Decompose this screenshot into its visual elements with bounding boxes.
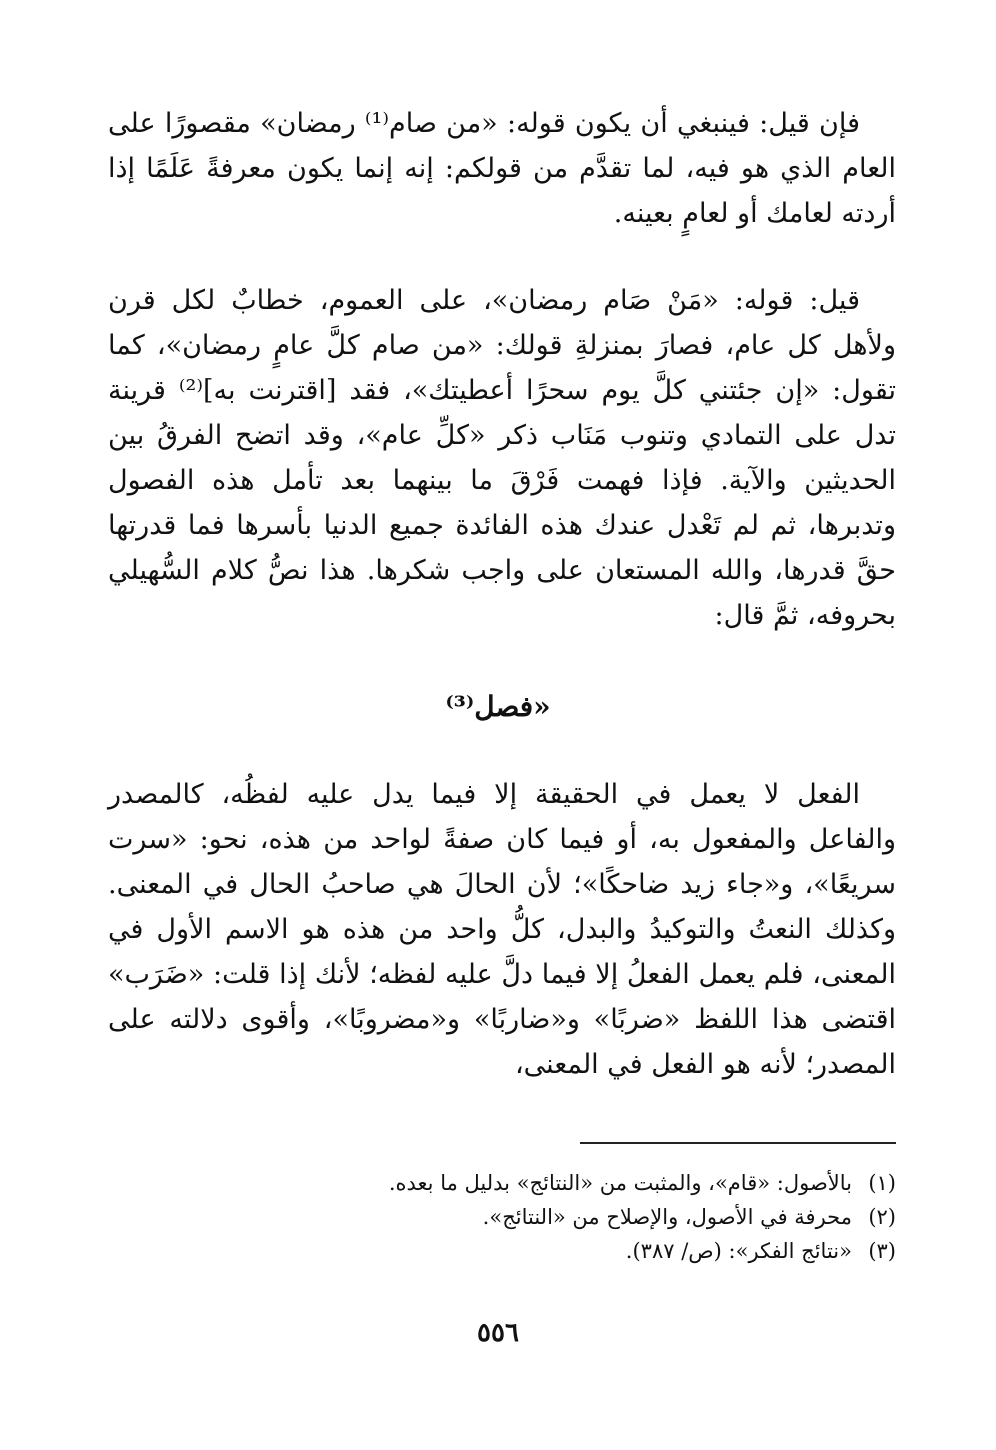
footnote-text: بالأصول: «قام»، والمثبت من «النتائج» بدليل ما بعده. [388,1171,852,1195]
footnotes [200,1166,896,1268]
section-heading: «فصل⁽³⁾ [445,690,551,723]
footnote-1 [200,1166,896,1200]
page-number: ٥٥٦ [477,1318,519,1348]
footnote-text: محرفة في الأصول، والإصلاح من «النتائج». [482,1205,852,1229]
paragraph-text: فإن قيل: فينبغي أن يكون قوله: «من صام⁽¹⁾ رمضان» مقصورًا على العام الذي هو فيه، لما تقدَّم من قولكم: إنه إنما يكون معرفةً عَلَمًا إذا أردته لعامك أو لعامٍ بعينه. [108,108,896,229]
footnote-number: (٣) [868,1239,896,1263]
footnote-3 [200,1234,896,1268]
footnote-number: (٢) [868,1205,896,1229]
paragraph-3 [108,772,896,1087]
footnote-number: (١) [868,1171,896,1195]
footnote-separator [580,1142,896,1144]
paragraph-text: قيل: قوله: «مَنْ صَام رمضان»، على العموم، خطابٌ لكل قرن ولأهل كل عام، فصارَ بمنزلةِ قولك: «من صام كلَّ عامٍ رمضان»، كما تقول: «إن جئتني كلَّ يوم سحرًا أعطيتك»، فقد [اقترنت به]⁽²⁾ قرينة تدل على التمادي وتنوب مَنَاب ذكر «كلِّ عام»، وقد اتضح الفرقُ بين الحديثين والآية. فإذا فهمت فَرْقَ ما بينهما بعد تأمل هذه الفصول وتدبرها، ثم لم تَعْدل عندك هذه الفائدة جميع الدنيا بأسرها فما قدرتها حقَّ قدرها، والله المستعان على واجب شكرها. هذا نصُّ كلام السُّهيلي بحروفه، ثمَّ قال: [108,285,896,631]
paragraph-1 [108,101,896,236]
footnote-2 [200,1200,896,1234]
paragraph-2 [108,278,896,638]
paragraph-text: الفعل لا يعمل في الحقيقة إلا فيما يدل عليه لفظُه، كالمصدر والفاعل والمفعول به، أو فيما كان صفةً لواحد من هذه، نحو: «سرت سريعًا»، و«جاء زيد ضاحكًا»؛ لأن الحالَ هي صاحبُ الحال في المعنى. وكذلك النعتُ والتوكيدُ والبدل، كلُّ واحد من هذه هو الاسم الأول في المعنى، فلم يعمل الفعلُ إلا فيما دلَّ عليه لفظه؛ لأنك إذا قلت: «ضَرَب» اقتضى هذا اللفظ «ضربًا» و«ضاربًا» و«مضروبًا»، وأقوى دلالته على المصدر؛ لأنه هو الفعل في المعنى، [108,779,896,1080]
footnote-text: «نتائج الفكر»: (ص/ ٣٨٧). [625,1239,852,1263]
